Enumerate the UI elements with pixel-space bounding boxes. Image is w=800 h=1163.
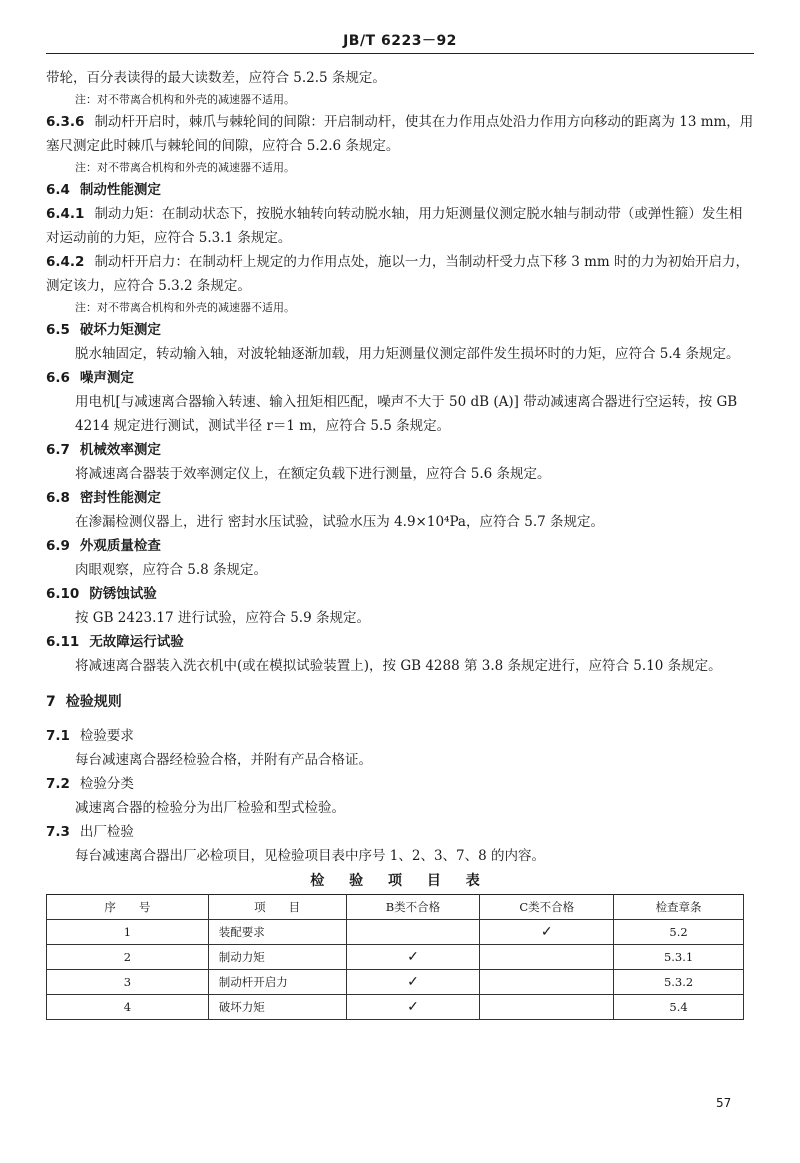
row-clause: 5.3.1 bbox=[614, 945, 744, 970]
row-class-b-mark: ✓ bbox=[346, 995, 480, 1020]
table-header-row bbox=[47, 895, 744, 920]
section-number: 6.8 bbox=[46, 490, 70, 506]
chapter-heading-7 bbox=[46, 690, 754, 714]
table-caption: 检 验 项 目 表 bbox=[310, 873, 490, 889]
column-header-class-c: C类不合格 bbox=[480, 895, 614, 920]
column-header-clause: 检查章条 bbox=[614, 895, 744, 920]
row-clause: 5.3.2 bbox=[614, 970, 744, 995]
row-class-b-mark bbox=[346, 920, 480, 945]
section-text: 每台减速离合器出厂必检项目，见检验项目表中序号 1、2、3、7、8 的内容。 bbox=[75, 848, 546, 864]
section-heading-6-7 bbox=[46, 438, 754, 462]
row-number: 2 bbox=[47, 945, 209, 970]
row-item: 装配要求 bbox=[208, 920, 346, 945]
row-item: 破坏力矩 bbox=[208, 995, 346, 1020]
header-rule bbox=[46, 53, 754, 54]
paragraph-continuation: 带轮，百分表读得的最大读数差，应符合 5.2.5 条规定。 bbox=[46, 70, 386, 86]
section-title: 制动性能测定 bbox=[79, 182, 161, 198]
clause-text: 制动杆开启力：在制动杆上规定的力作用点处，施以一力，当制动杆受力点下移 3 mm 时的力为初始开启力，测定该力，应符合 5.3.2 条规定。 bbox=[46, 254, 750, 294]
row-class-b-mark: ✓ bbox=[346, 945, 480, 970]
section-number: 6.7 bbox=[46, 442, 70, 458]
section-number: 6.5 bbox=[46, 322, 70, 338]
section-title: 密封性能测定 bbox=[79, 490, 161, 506]
chapter-number: 7 bbox=[46, 694, 56, 710]
section-text: 减速离合器的检验分为出厂检验和型式检验。 bbox=[75, 800, 345, 816]
section-number: 6.4 bbox=[46, 182, 70, 198]
row-item: 制动力矩 bbox=[208, 945, 346, 970]
clause-text: 制动力矩：在制动状态下，按脱水轴转向转动脱水轴，用力矩测量仪测定脱水轴与制动带（或弹性箍）发生相对运动前的力矩，应符合 5.3.1 条规定。 bbox=[46, 206, 743, 246]
row-clause: 5.4 bbox=[614, 995, 744, 1020]
row-clause: 5.2 bbox=[614, 920, 744, 945]
inspection-items-table bbox=[46, 894, 744, 1020]
section-title: 噪声测定 bbox=[79, 370, 134, 386]
section-number: 7.3 bbox=[46, 824, 70, 840]
section-text: 在渗漏检测仪器上，进行 密封水压试验，试验水压为 4.9×10⁴Pa，应符合 5.7 条规定。 bbox=[75, 514, 605, 530]
section-number: 7.1 bbox=[46, 728, 70, 744]
section-heading-7-1 bbox=[46, 724, 754, 748]
column-header-item: 项 目 bbox=[208, 895, 346, 920]
document-body bbox=[46, 66, 754, 1020]
section-number: 6.11 bbox=[46, 634, 80, 650]
section-text: 每台减速离合器经检验合格，并附有产品合格证。 bbox=[75, 752, 372, 768]
section-text: 肉眼观察，应符合 5.8 条规定。 bbox=[75, 562, 268, 578]
section-title: 出厂检验 bbox=[79, 824, 134, 840]
table-row bbox=[47, 970, 744, 995]
section-text: 将减速离合器装入洗衣机中(或在模拟试验装置上)，按 GB 4288 第 3.8 条规定进行，应符合 5.10 条规定。 bbox=[75, 658, 722, 674]
section-text: 按 GB 2423.17 进行试验，应符合 5.9 条规定。 bbox=[75, 610, 370, 626]
section-title: 破坏力矩测定 bbox=[79, 322, 161, 338]
section-number: 6.10 bbox=[46, 586, 80, 602]
section-heading-6-4 bbox=[46, 178, 754, 202]
section-number: 6.6 bbox=[46, 370, 70, 386]
row-class-c-mark bbox=[480, 945, 614, 970]
row-class-c-mark bbox=[480, 970, 614, 995]
section-text: 用电机[与减速离合器输入转速、输入扭矩相匹配，噪声不大于 50 dB (A)] 带动减速离合器进行空运转，按 GB 4214 规定进行测试，测试半径 r＝1 m，应符合 5.5 条规定。 bbox=[75, 394, 738, 434]
clause-6-3-6 bbox=[46, 110, 754, 158]
clause-number: 6.4.2 bbox=[46, 254, 85, 270]
row-number: 3 bbox=[47, 970, 209, 995]
section-title: 检验分类 bbox=[79, 776, 134, 792]
column-header-class-b: B类不合格 bbox=[346, 895, 480, 920]
clause-number: 6.3.6 bbox=[46, 114, 85, 130]
row-number: 1 bbox=[47, 920, 209, 945]
page-number: 57 bbox=[716, 1096, 732, 1110]
section-heading-7-3 bbox=[46, 820, 754, 844]
section-heading-7-2 bbox=[46, 772, 754, 796]
section-heading-6-5 bbox=[46, 318, 754, 342]
clause-number: 6.4.1 bbox=[46, 206, 85, 222]
row-class-c-mark: ✓ bbox=[480, 920, 614, 945]
row-number: 4 bbox=[47, 995, 209, 1020]
section-text: 脱水轴固定，转动输入轴，对波轮轴逐渐加载，用力矩测量仪测定部件发生损坏时的力矩，应符合 5.4 条规定。 bbox=[75, 346, 740, 362]
note: 注：对不带离合机构和外壳的减速器不适用。 bbox=[75, 301, 295, 314]
row-item: 制动杆开启力 bbox=[208, 970, 346, 995]
section-title: 无故障运行试验 bbox=[89, 634, 184, 650]
table-row bbox=[47, 920, 744, 945]
row-class-b-mark: ✓ bbox=[346, 970, 480, 995]
section-heading-6-10 bbox=[46, 582, 754, 606]
section-heading-6-6 bbox=[46, 366, 754, 390]
section-title: 检验要求 bbox=[79, 728, 134, 744]
section-title: 机械效率测定 bbox=[79, 442, 161, 458]
table-row bbox=[47, 945, 744, 970]
note: 注：对不带离合机构和外壳的减速器不适用。 bbox=[75, 161, 295, 174]
standard-header: JB/T 6223－92 bbox=[343, 33, 457, 49]
section-number: 6.9 bbox=[46, 538, 70, 554]
clause-6-4-2 bbox=[46, 250, 754, 298]
table-row bbox=[47, 995, 744, 1020]
section-title: 防锈蚀试验 bbox=[89, 586, 157, 602]
section-heading-6-11 bbox=[46, 630, 754, 654]
row-class-c-mark bbox=[480, 995, 614, 1020]
column-header-no: 序 号 bbox=[47, 895, 209, 920]
section-heading-6-9 bbox=[46, 534, 754, 558]
section-title: 外观质量检查 bbox=[79, 538, 161, 554]
section-heading-6-8 bbox=[46, 486, 754, 510]
clause-text: 制动杆开启时，棘爪与棘轮间的间隙：开启制动杆，使其在力作用点处沿力作用方向移动的距离为 13 mm，用塞尺测定此时棘爪与棘轮间的间隙，应符合 5.2.6 条规定。 bbox=[46, 114, 754, 154]
clause-6-4-1 bbox=[46, 202, 754, 250]
chapter-title: 检验规则 bbox=[65, 694, 122, 710]
section-number: 7.2 bbox=[46, 776, 70, 792]
section-text: 将减速离合器装于效率测定仪上，在额定负载下进行测量，应符合 5.6 条规定。 bbox=[75, 466, 551, 482]
note: 注：对不带离合机构和外壳的减速器不适用。 bbox=[75, 93, 295, 106]
